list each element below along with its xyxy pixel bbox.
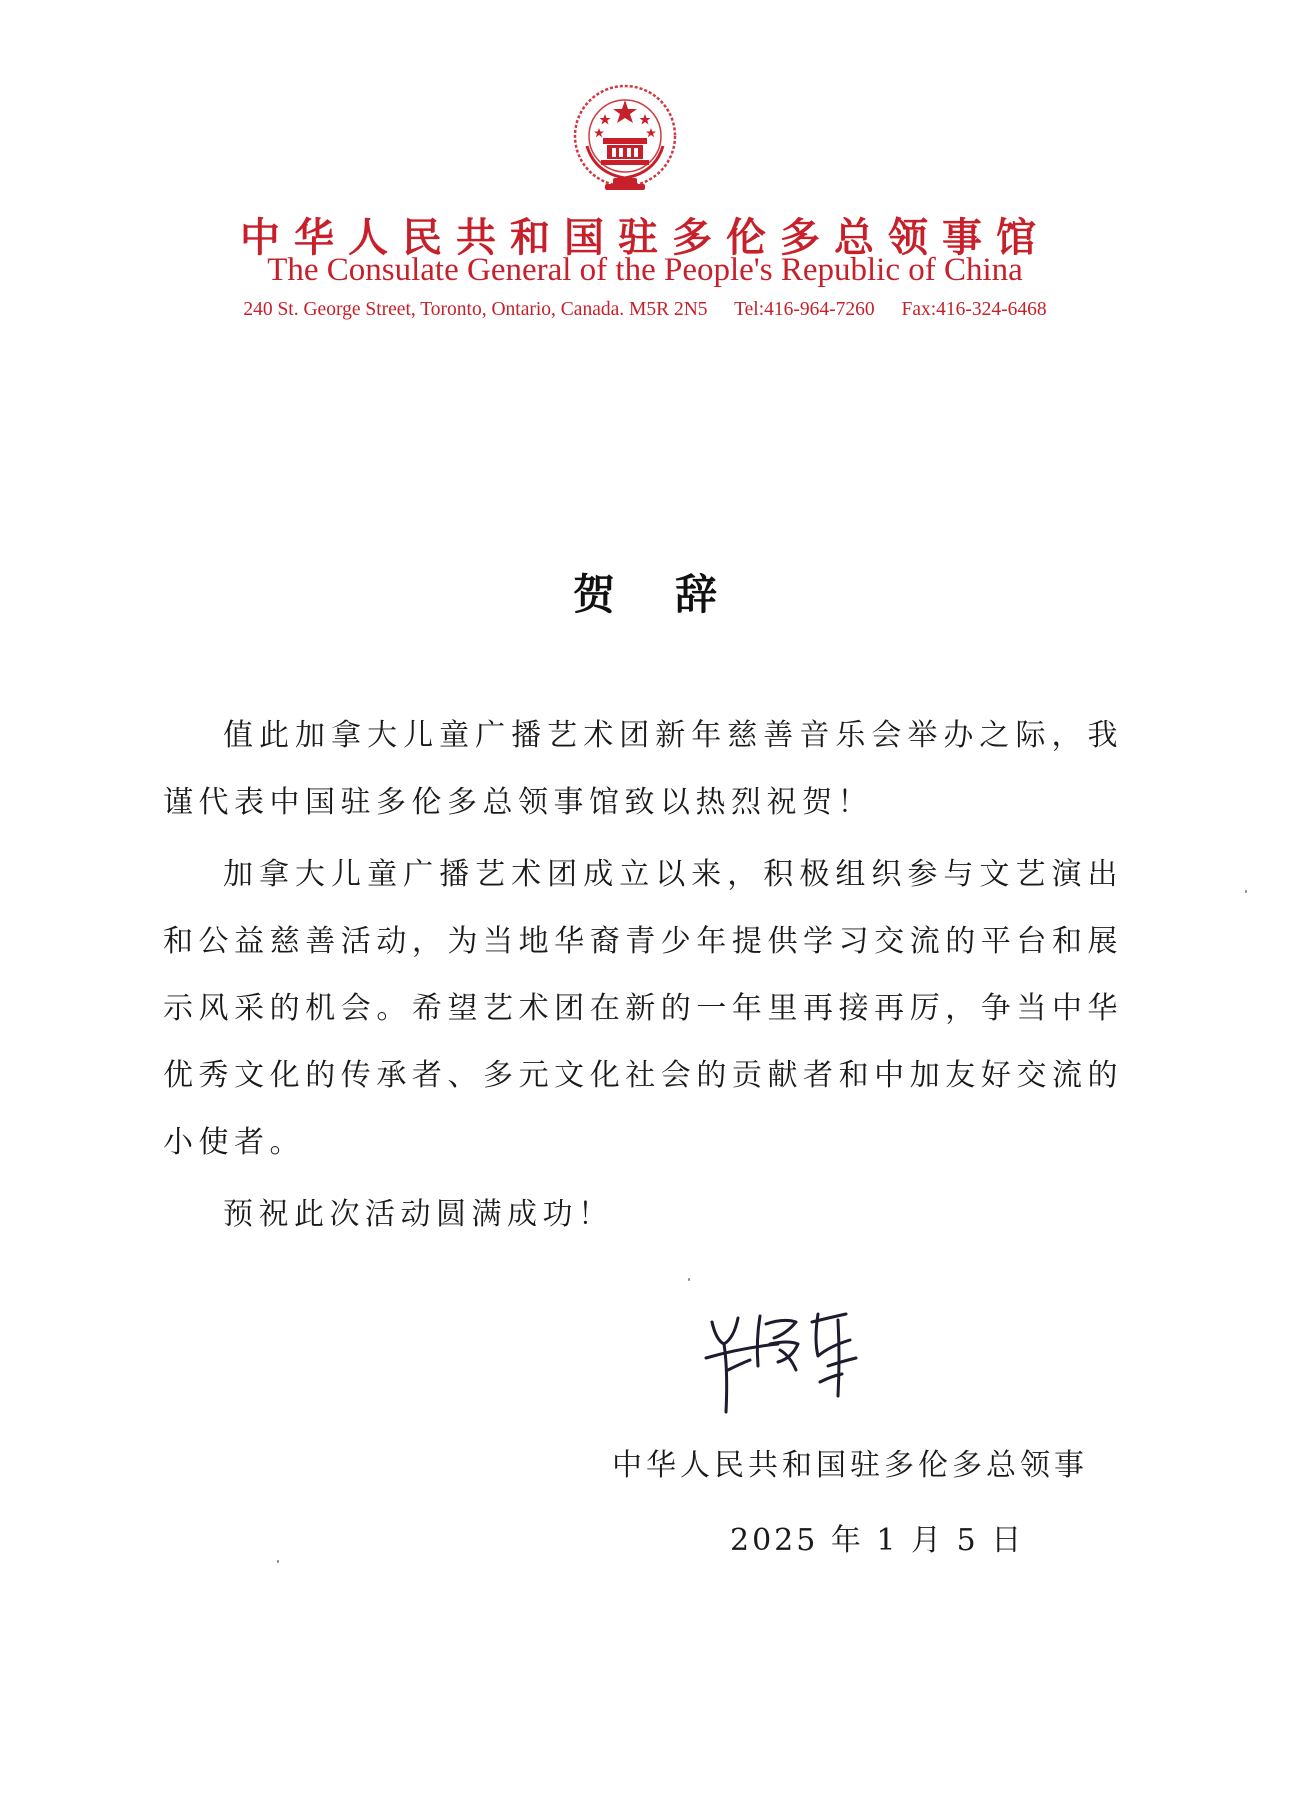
letter-title: 贺辞: [572, 570, 777, 619]
national-emblem-icon: [565, 78, 685, 198]
letter-date: 2025 年 1 月 5 日: [730, 1523, 1025, 1558]
fax: Fax:416-324-6468: [901, 299, 1047, 320]
scan-speck: [277, 1560, 279, 1563]
contact-info: [0, 299, 1290, 321]
telephone: Tel:416-964-7260: [734, 299, 875, 320]
org-name-chinese: 中华人民共和国驻多伦多总领事馆: [240, 214, 1050, 261]
scan-speck: [688, 1278, 690, 1281]
letterhead: [0, 0, 1290, 340]
paragraph-congratulations: 值此加拿大儿童广播艺术团新年慈善音乐会举办之际，我谨代表中国驻多伦多总领事馆致以热烈祝贺！: [163, 718, 1123, 820]
paragraph-wishes: 预祝此次活动圆满成功！: [223, 1197, 614, 1232]
letter-body: [163, 702, 1123, 1253]
handwritten-signature: [700, 1300, 900, 1420]
paragraph-troupe-achievements: 加拿大儿童广播艺术团成立以来，积极组织参与文艺演出和公益慈善活动，为当地华裔青少年提供学习交流的平台和展示风采的机会。希望艺术团在新的一年里再接再厉，争当中华优秀文化的传承者、多元文化社会的贡献者和中加友好交流的小使者。: [163, 857, 1123, 1160]
scan-speck: [1245, 890, 1247, 893]
address: 240 St. George Street, Toronto, Ontario, Canada. M5R 2N5: [243, 299, 708, 320]
org-name-english: The Consulate General of the People's Republic of China: [267, 252, 1023, 288]
signatory-title: 中华人民共和国驻多伦多总领事: [612, 1448, 1088, 1483]
